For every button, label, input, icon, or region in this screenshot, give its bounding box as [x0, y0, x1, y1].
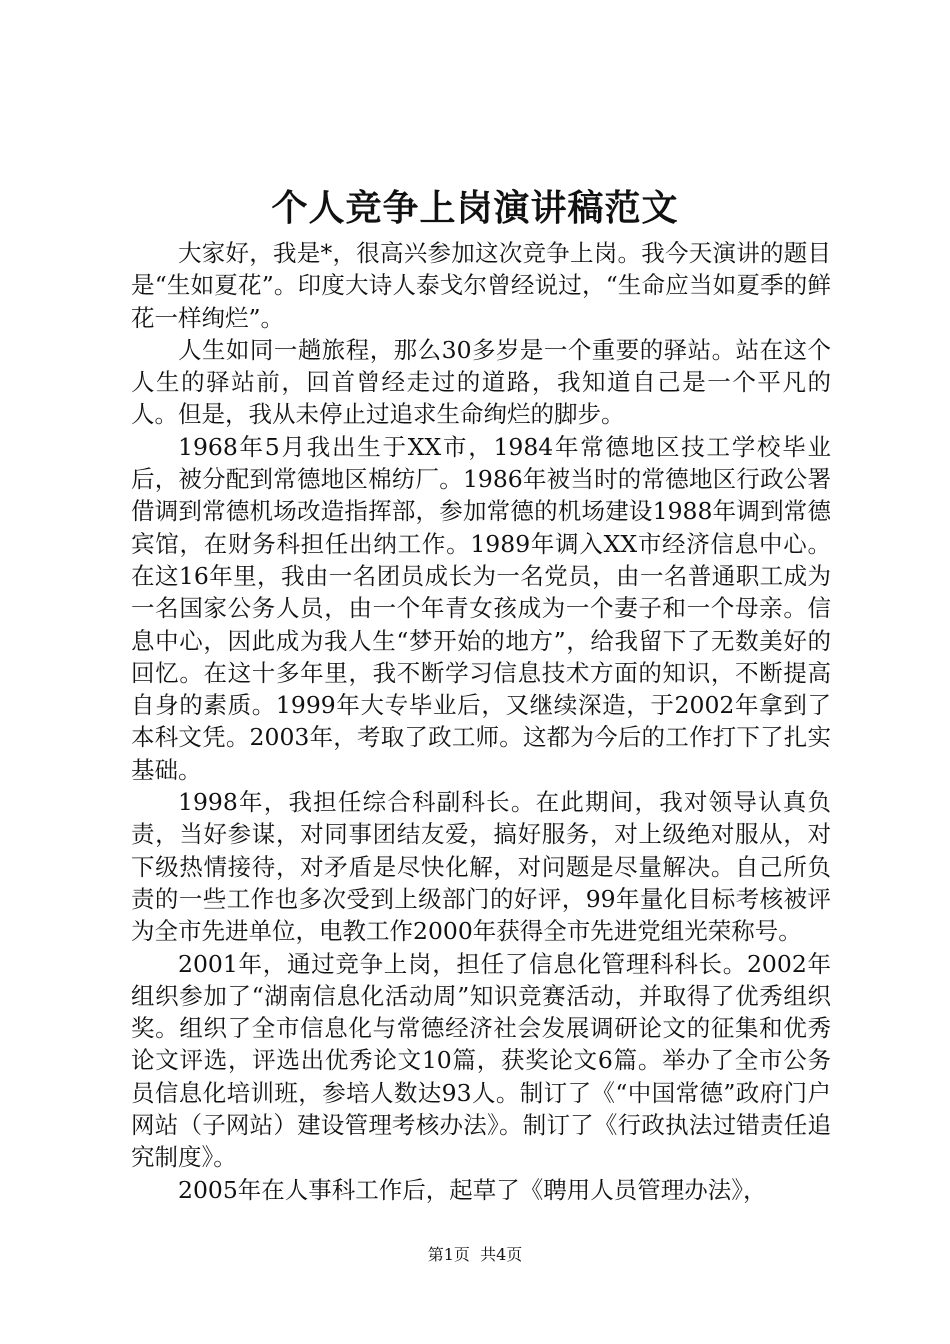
paragraph-informatization-chief: 2001年，通过竞争上岗，担任了信息化管理科科长。2002年组织参加了“湖南信息化活动周”知识竞赛活动，并取得了优秀组织奖。组织了全市信息化与常德经济社会发展调研论文的征集和优秀论文评选，评选出优秀论文10篇，获奖论文6篇。举办了全市公务员信息化培训班，参培人数达93人。制订了《“中国常德”政府门户网站（子网站）建设管理考核办法》。制订了《行政执法过错责任追究制度》。 [131, 949, 831, 1172]
paragraph-deputy-chief: 1998年，我担任综合科副科长。在此期间，我对领导认真负责，当好参谋，对同事团结友爱，搞好服务，对上级绝对服从，对下级热情接待，对矛盾是尽快化解，对问题是尽量解决。自己所负责的一些工作也多次受到上级部门的好评，99年量化目标考核被评为全市先进单位，电教工作2000年获得全市先进党组光荣称号。 [131, 788, 831, 946]
paragraph-greeting: 大家好，我是*，很高兴参加这次竞争上岗。我今天演讲的题目是“生如夏花”。印度大诗人泰戈尔曾经说过，“生命应当如夏季的鲜花一样绚烂”。 [131, 239, 831, 332]
paragraph-career-history: 1968年5月我出生于XX市，1984年常德地区技工学校毕业后，被分配到常德地区棉纺厂。1986年被当时的常德地区行政公署借调到常德机场改造指挥部，参加常德的机场建设1988年调到常德宾馆，在财务科担任出纳工作。1989年调入XX市经济信息中心。在这16年里，我由一名团员成长为一名党员，由一名普通职工成为一名国家公务人员，由一个年青女孩成为一个妻子和一个母亲。信息中心，因此成为我人生“梦开始的地方”，给我留下了无数美好的回忆。在这十多年里，我不断学习信息技术方面的知识，不断提高自身的素质。1999年大专毕业后，又继续深造，于2002年拿到了本科文凭。2003年，考取了政工师。这都为今后的工作打下了扎实基础。 [131, 432, 831, 784]
page-footer [0, 1244, 950, 1266]
footer-spacer [470, 1245, 480, 1264]
page-number: 第1页 [427, 1245, 470, 1264]
page-total: 共4页 [480, 1245, 523, 1264]
paragraph-personnel-section: 2005年在人事科工作后，起草了《聘用人员管理办法》， [178, 1175, 767, 1204]
document-body [131, 237, 831, 1206]
paragraph-life-journey: 人生如同一趟旅程，那么30多岁是一个重要的驿站。站在这个人生的驿站前，回首曾经走过的道路，我知道自己是一个平凡的人。但是，我从未停止过追求生命绚烂的脚步。 [131, 335, 831, 429]
document-title: 个人竞争上岗演讲稿范文 [271, 187, 679, 229]
